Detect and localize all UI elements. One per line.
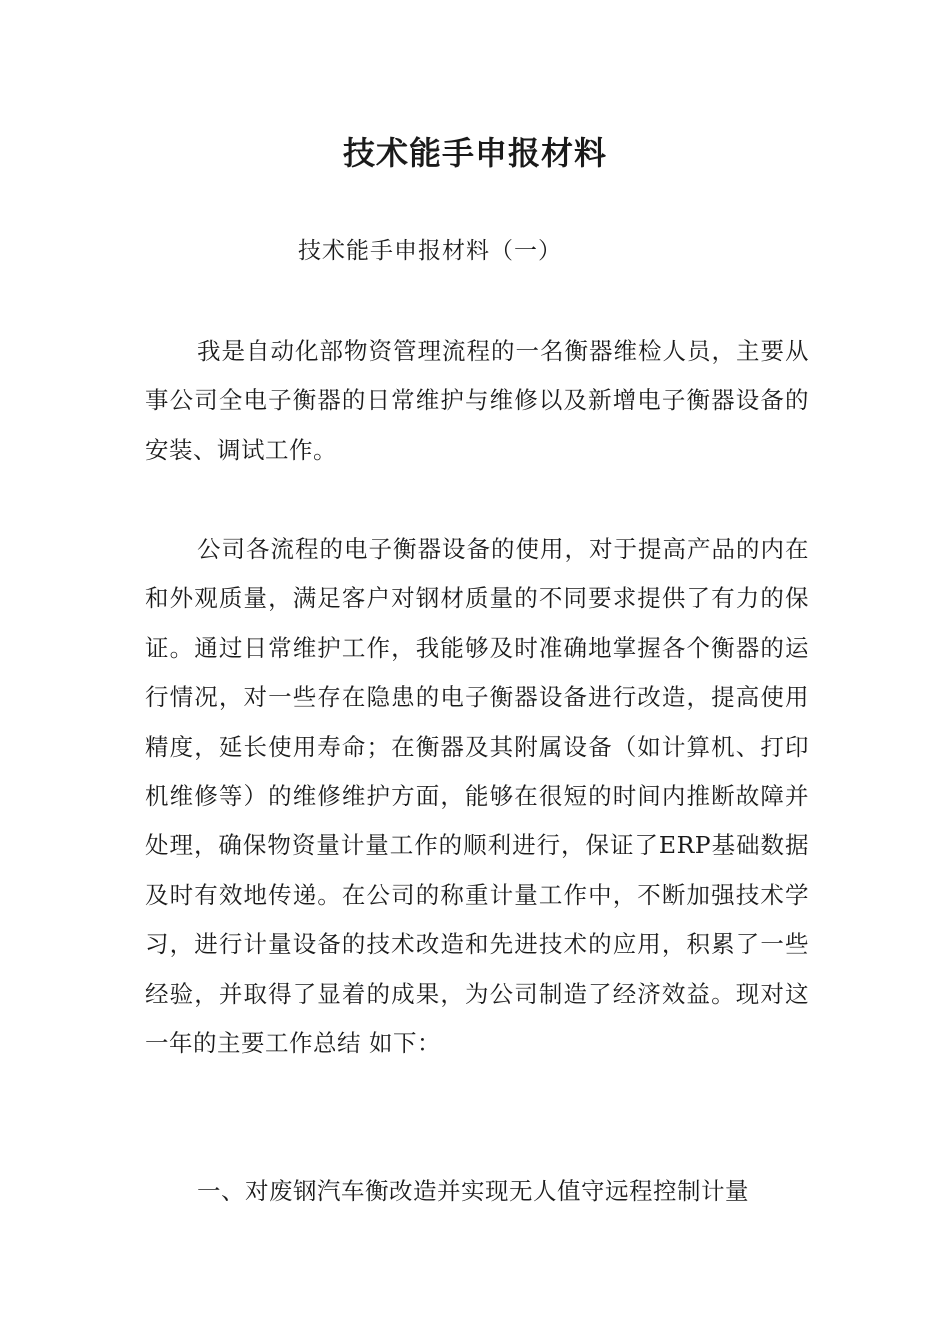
paragraph-intro: 我是自动化部物资管理流程的一名衡器维检人员，主要从事公司全电子衡器的日常维护与维修以及新增电子衡器设备的安装、调试工作。 — [145, 337, 809, 464]
section-heading: 一、对废钢汽车衡改造并实现无人值守远程控制计量 — [197, 1177, 749, 1205]
document-subtitle: 技术能手申报材料（一） — [298, 238, 562, 264]
document-title: 技术能手申报材料 — [342, 134, 607, 172]
paragraph-body: 公司各流程的电子衡器设备的使用，对于提高产品的内在和外观质量，满足客户对钢材质量的不同要求提供了有力的保证。通过日常维护工作，我能够及时准确地掌握各个衡器的运行情况，对一些存在隐患的电子衡器设备进行改造，提高使用精度，延长使用寿命；在衡器及其附属设备（如计算机、打印机维修等）的维修维护方面，能够在很短的时间内推断故障并处理，确保物资量计量工作的顺利进行，保证了ERP基础数据及时有效地传递。在公司的称重计量工作中，不断加强技术学习，进行计量设备的技术改造和先进技术的应用，积累了一些经验，并取得了显着的成果，为公司制造了经济效益。现对这一年的主要工作总结 如下： — [145, 535, 809, 1058]
